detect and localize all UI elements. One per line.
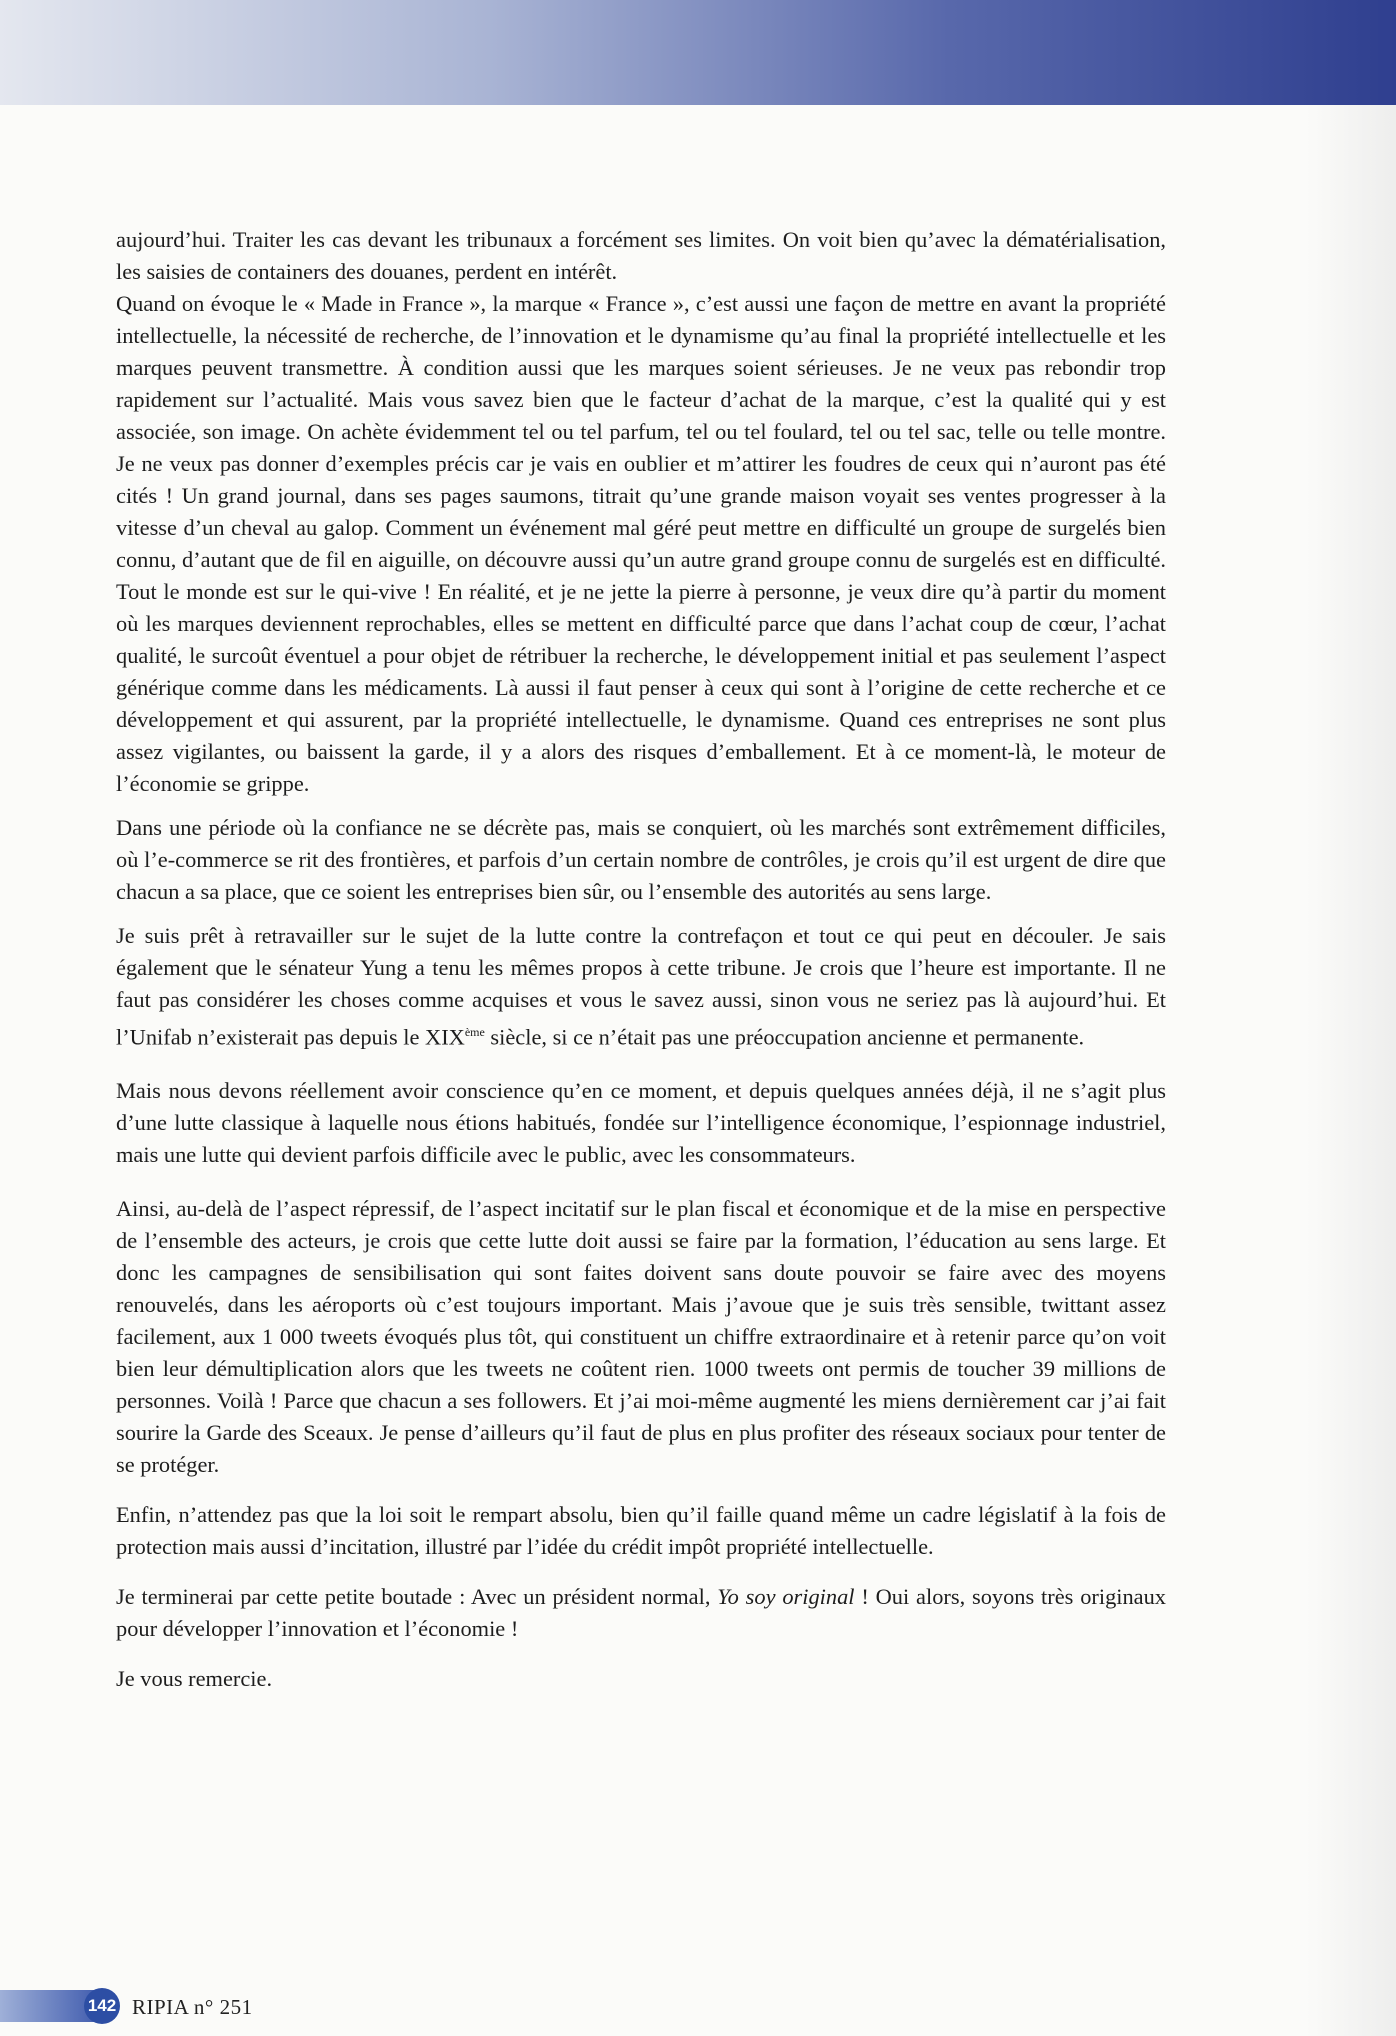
- paragraph-3: Dans une période où la confiance ne se décrète pas, mais se conquiert, où les marchés sont extrêmement difficiles, où l’e-commerce se rit des frontières, et parfois d’un certain nombre de contrôles, je crois qu’il est urgent de dire que chacun a sa place, que ce soient les entreprises bien sûr, ou l’ensemble des autorités au sens large.: [116, 815, 1166, 904]
- paragraph-7: Enfin, n’attendez pas que la loi soit le rempart absolu, bien qu’il faille quand même un cadre législatif à la fois de protection mais aussi d’incitation, illustré par l’idée du crédit impôt propriété intellectuelle.: [116, 1502, 1166, 1560]
- paragraph-2: Quand on évoque le « Made in France », la marque « France », c’est aussi une façon de mettre en avant la propriété intellectuelle, la nécessité de recherche, de l’innovation et le dynamisme qu’au final la propriété intellectuelle et les marques peuvent transmettre. À condition aussi que les marques soient sérieuses. Je ne veux pas rebondir trop rapidement sur l’actualité. Mais vous savez bien que le facteur d’achat de la marque, c’est la qualité qui y est associée, son image. On achète évidemment tel ou tel parfum, tel ou tel foulard, tel ou tel sac, telle ou telle montre. Je ne veux pas donner d’exemples précis car je vais en oublier et m’attirer les foudres de ceux qui n’auront pas été cités ! Un grand journal, dans ses pages saumons, titrait qu’une grande maison voyait ses ventes progresser à la vitesse d’un cheval au galop. Comment un événement mal géré peut mettre en difficulté un groupe de surgelés bien connu, d’autant que de fil en aiguille, on découvre aussi qu’un autre grand groupe connu de surgelés est en difficulté. Tout le monde est sur le qui-vive ! En réalité, et je ne jette la pierre à personne, je veux dire qu’à partir du moment où les marques deviennent reprochables, elles se mettent en difficulté parce que dans l’achat coup de cœur, l’achat qualité, le surcoût éventuel a pour objet de rétribuer la recherche, le développement initial et pas seulement l’aspect générique comme dans les médicaments. Là aussi il faut penser à ceux qui sont à l’origine de cette recherche et ce développement et qui assurent, par la propriété intellectuelle, le dynamisme. Quand ces entreprises ne sont plus assez vigilantes, ou baissent la garde, il y a alors des risques d’emballement. Et à ce moment-là, le moteur de l’économie se grippe.: [116, 291, 1166, 796]
- paragraph-4-text: Je suis prêt à retravailler sur le sujet de la lutte contre la contrefaçon et tout ce qui peut en découler. Je sais également que le sénateur Yung a tenu les mêmes propos à cette tribune. Je crois que l’heure est importante. Il ne faut pas considérer les choses comme acquises et vous le savez aussi, sinon vous ne seriez pas là aujourd’hui. Et l’Unifab n’existerait pas depuis le XIX: [116, 923, 1166, 1050]
- paragraph-6: Ainsi, au-delà de l’aspect répressif, de l’aspect incitatif sur le plan fiscal et économique et de la mise en perspective de l’ensemble des acteurs, je crois que cette lutte doit aussi se faire par la formation, l’éducation au sens large. Et donc les campagnes de sensibilisation qui sont faites doivent sans doute pouvoir se faire avec des moyens renouvelés, dans les aéroports où c’est toujours important. Mais j’avoue que je suis très sensible, twittant assez facilement, aux 1 000 tweets évoqués plus tôt, qui constituent un chiffre extraordinaire et à retenir parce qu’on voit bien leur démultiplication alors que les tweets ne coûtent rien. 1000 tweets ont permis de toucher 39 millions de personnes. Voilà ! Parce que chacun a ses followers. Et j’ai moi-même augmenté les miens dernièrement car j’ai fait sourire la Garde des Sceaux. Je pense d’ailleurs qu’il faut de plus en plus profiter des réseaux sociaux pour tenter de se protéger.: [116, 1196, 1166, 1478]
- page-footer: [0, 1966, 1396, 2036]
- page-edge-shadow: [1306, 105, 1396, 2036]
- article-body: [116, 224, 1166, 1695]
- paragraph-5: Mais nous devons réellement avoir conscience qu’en ce moment, et depuis quelques années déjà, il ne s’agit plus d’une lutte classique à laquelle nous étions habitués, fondée sur l’intelligence économique, l’espionnage industriel, mais une lutte qui devient parfois difficile avec le public, avec les consommateurs.: [116, 1078, 1166, 1168]
- ordinal-suffix: ème: [464, 1025, 485, 1039]
- paragraph-8-text: Je terminerai par cette petite boutade : Avec un président normal,: [116, 1584, 718, 1610]
- paragraph-4: [116, 920, 1166, 1053]
- paragraph-4-end: siècle, si ce n’était pas une préoccupation ancienne et permanente.: [484, 1024, 1085, 1050]
- journal-reference: RIPIA n° 251: [132, 1995, 253, 2019]
- header-color-band: [0, 0, 1396, 105]
- footer-color-bar: [0, 1990, 95, 2022]
- paragraph-8-end: ! Oui alors, soyons très originaux pour développer l’innovation et l’économie !: [116, 1584, 1167, 1642]
- paragraph-8: [116, 1581, 1166, 1645]
- paragraph-9: Je vous remercie.: [116, 1666, 273, 1692]
- paragraph-1: aujourd’hui. Traiter les cas devant les tribunaux a forcément ses limites. On voit bien qu’avec la dématérialisation, les saisies de containers des douanes, perdent en intérêt.: [116, 227, 1166, 284]
- page-number: 142: [84, 1988, 120, 2024]
- paragraph-8-italic: Yo soy original: [717, 1584, 855, 1610]
